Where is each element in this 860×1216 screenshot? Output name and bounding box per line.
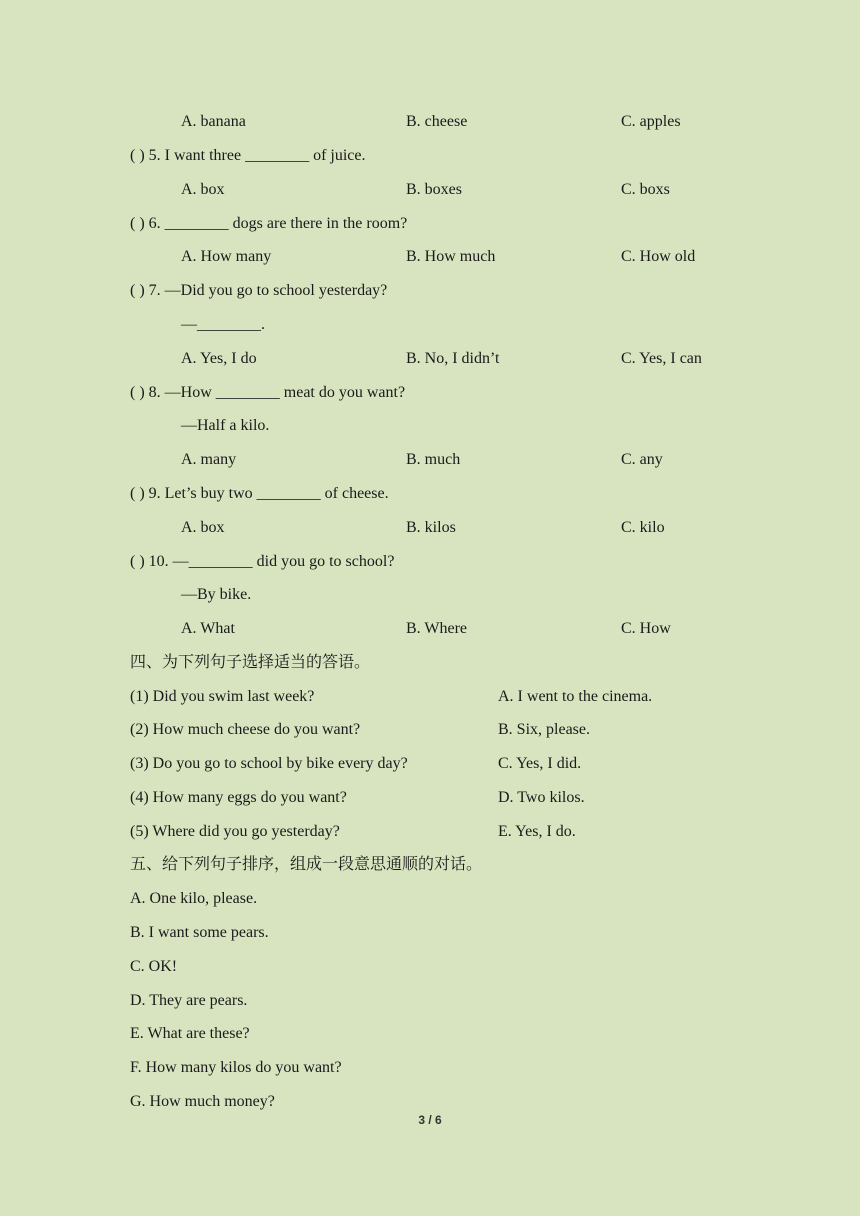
q10-question: ( ) 10. —________ did you go to school? [130,553,395,570]
section4-answer-b: B. Six, please. [498,721,590,738]
q7-option-b: B. No, I didn’t [406,350,500,367]
section4-question-2: (2) How much cheese do you want? [130,721,361,738]
section5-item-c: C. OK! [130,958,178,975]
q7-question: ( ) 7. —Did you go to school yesterday? [130,282,388,299]
q9-option-b: B. kilos [406,519,456,536]
q6-option-a: A. How many [181,248,272,265]
q10-option-b: B. Where [406,620,468,637]
section5-heading: 五、给下列句子排序，组成一段意思通顺的对话。 [130,856,483,873]
page-number: 3 / 6 [418,1113,442,1127]
q7-option-c: C. Yes, I can [621,350,702,367]
section4-answer-e: E. Yes, I do. [498,823,576,840]
q5-option-a: A. box [181,181,225,198]
q8-option-b: B. much [406,451,461,468]
section5-item-a: A. One kilo, please. [130,890,258,907]
q8-question: ( ) 8. —How ________ meat do you want? [130,384,406,401]
section4-answer-d: D. Two kilos. [498,789,585,806]
q9-option-a: A. box [181,519,225,536]
section5-item-g: G. How much money? [130,1093,275,1110]
q5-option-c: C. boxs [621,181,670,198]
section5-item-f: F. How many kilos do you want? [130,1059,342,1076]
q9-question: ( ) 9. Let’s buy two ________ of cheese. [130,485,389,502]
q6-option-b: B. How much [406,248,496,265]
q7-option-a: A. Yes, I do [181,350,257,367]
q5-option-b: B. boxes [406,181,462,198]
q7-answer-line: —________. [181,316,265,333]
section4-question-3: (3) Do you go to school by bike every day? [130,755,408,772]
section4-answer-a: A. I went to the cinema. [498,688,653,705]
q8-option-c: C. any [621,451,663,468]
section4-heading: 四、为下列句子选择适当的答语。 [130,654,371,671]
section4-question-1: (1) Did you swim last week? [130,688,315,705]
q6-option-c: C. How old [621,248,696,265]
q4-option-c: C. apples [621,113,681,130]
q10-option-c: C. How [621,620,671,637]
section5-item-d: D. They are pears. [130,992,248,1009]
section4-answer-c: C. Yes, I did. [498,755,582,772]
q4-option-a: A. banana [181,113,246,130]
q5-question: ( ) 5. I want three ________ of juice. [130,147,366,164]
section4-question-5: (5) Where did you go yesterday? [130,823,340,840]
section4-question-4: (4) How many eggs do you want? [130,789,347,806]
q10-answer-line: —By bike. [181,586,252,603]
q9-option-c: C. kilo [621,519,665,536]
q4-option-b: B. cheese [406,113,468,130]
section5-item-e: E. What are these? [130,1025,250,1042]
q6-question: ( ) 6. ________ dogs are there in the room? [130,215,408,232]
section5-item-b: B. I want some pears. [130,924,269,941]
q8-answer-line: —Half a kilo. [181,417,270,434]
q10-option-a: A. What [181,620,235,637]
q8-option-a: A. many [181,451,237,468]
